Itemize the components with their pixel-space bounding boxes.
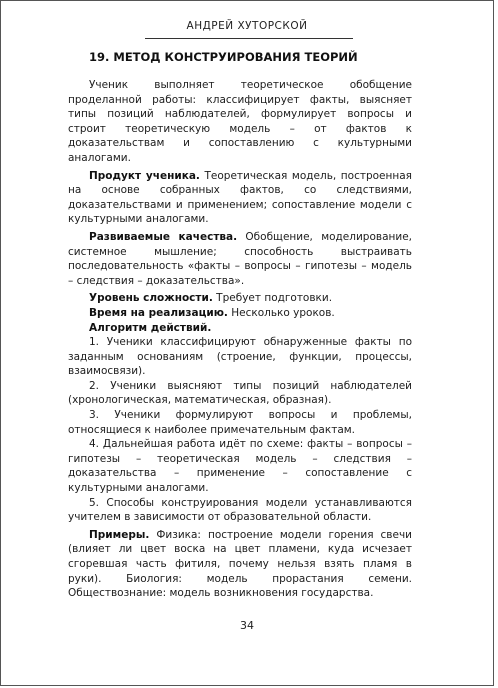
page-number: 34 xyxy=(240,619,254,632)
product-label: Продукт ученика. xyxy=(89,169,200,182)
duration-label: Время на реализацию. xyxy=(89,306,228,319)
step-item: 1. Ученики классифицируют обнаруженные факты по заданным основаниям (строение, функции, процессы, взаимосвязи). xyxy=(68,336,412,378)
step-item: 5. Способы конструирования модели устанавливаются учителем в зависимости от образовательной области. xyxy=(68,496,412,524)
algorithm-heading xyxy=(68,321,412,336)
product-text: Теоретическая модель, построенная на основе собранных фактов, со следствиями, доказательствами и применением; сопоставление модели с культурными аналогами. xyxy=(68,169,412,226)
step-item: 4. Дальнейшая работа идёт по схеме: факты – вопросы – гипотезы – теоретическая модель – следствия – доказательства – применение – сопоставление с культурными аналогами. xyxy=(68,438,412,495)
qualities-text: Обобщение, моделирование, системное мышление; способность выстраивать последовательность «факты – вопросы – гипотезы – модель – следствия – доказательства». xyxy=(68,230,412,287)
section-title: 19. МЕТОД КОНСТРУИРОВАНИЯ ТЕОРИЙ xyxy=(89,50,358,64)
qualities-label: Развиваемые качества. xyxy=(89,230,238,243)
difficulty-text: Требует подготовки. xyxy=(212,292,333,305)
step-item: 2. Ученики выясняют типы позиций наблюдателей (хронологическая, математическая, образная). xyxy=(68,379,412,407)
body-text xyxy=(68,78,412,601)
qualities-paragraph xyxy=(68,230,412,288)
header-rule xyxy=(145,38,353,39)
step-item: 3. Ученики формулируют вопросы и проблемы, относящиеся к наиболее примечательным фактам. xyxy=(68,409,412,436)
examples-paragraph xyxy=(68,528,412,601)
intro-paragraph: Ученик выполняет теоретическое обобщение проделанной работы: классифицирует факты, выясняет типы позиций наблюдателей, формулирует вопросы и строит теоретическую модель – от фактов к доказательствам и сопоставлению с культурными аналогами. xyxy=(68,79,412,164)
difficulty-paragraph xyxy=(68,291,412,306)
product-paragraph xyxy=(68,169,412,227)
difficulty-label: Уровень сложности. xyxy=(89,292,213,305)
duration-text: Несколько уроков. xyxy=(227,306,335,319)
running-head: АНДРЕЙ ХУТОРСКОЙ xyxy=(186,20,308,32)
examples-text: Физика: построение модели горения свечи (влияет ли цвет воска на цвет пламени, куда исчезает сгоревшая часть фитиля, почему нельзя взять пламя в руки). Биология: модель прорастания семени. Обществознание: модель возникновения государства. xyxy=(68,528,412,600)
algorithm-label: Алгоритм действий. xyxy=(89,321,212,334)
duration-paragraph xyxy=(68,306,412,321)
examples-label: Примеры. xyxy=(89,528,150,541)
